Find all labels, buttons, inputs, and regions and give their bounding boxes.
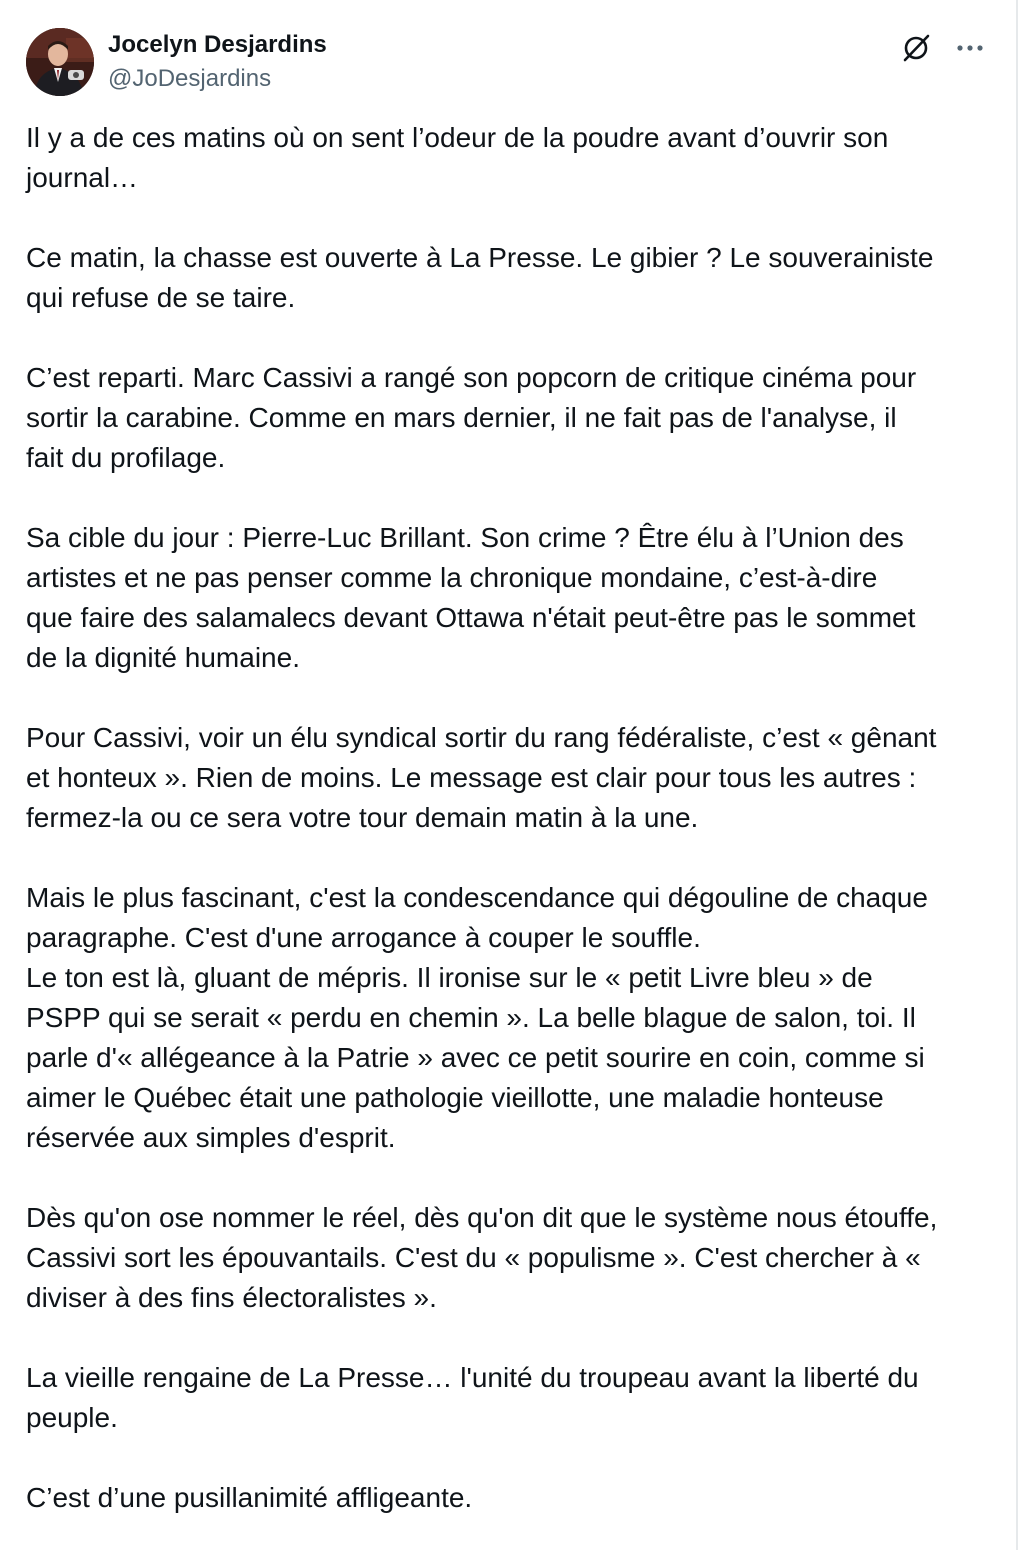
- tweet-paragraph: [26, 878, 992, 1158]
- tweet-line: journal…: [26, 162, 139, 193]
- tweet-header: [26, 28, 988, 98]
- tweet-line: et honteux ». Rien de moins. Le message est clair pour tous les autres :: [26, 762, 917, 793]
- tweet-line: Cassivi sort les épouvantails. C'est du « populisme ». C'est chercher à «: [26, 1242, 921, 1273]
- tweet-line: La vieille rengaine de La Presse… l'unité du troupeau avant la liberté du: [26, 1362, 919, 1393]
- tweet-line: Pour Cassivi, voir un élu syndical sortir du rang fédéraliste, c’est « gênant: [26, 722, 937, 753]
- tweet-line: diviser à des fins électoralistes ».: [26, 1282, 437, 1313]
- avatar[interactable]: [26, 28, 94, 96]
- more-icon[interactable]: [952, 30, 988, 66]
- tweet-line: aimer le Québec était une pathologie vieillotte, une maladie honteuse: [26, 1082, 884, 1113]
- tweet-line: que faire des salamalecs devant Ottawa n'était peut-être pas le sommet: [26, 602, 916, 633]
- tweet-line: sortir la carabine. Comme en mars dernier, il ne fait pas de l'analyse, il: [26, 402, 897, 433]
- tweet-paragraph: [26, 1198, 992, 1318]
- tweet-paragraph: [26, 1478, 992, 1518]
- tweet-line: parle d'« allégeance à la Patrie » avec ce petit sourire en coin, comme si: [26, 1042, 925, 1073]
- tweet-line: paragraphe. C'est d'une arrogance à couper le souffle.: [26, 922, 701, 953]
- tweet-text: [26, 118, 992, 1518]
- tweet-line: Sa cible du jour : Pierre-Luc Brillant. Son crime ? Être élu à l’Union des: [26, 522, 904, 553]
- tweet-line: fermez-la ou ce sera votre tour demain matin à la une.: [26, 802, 699, 833]
- tweet-line: C’est reparti. Marc Cassivi a rangé son popcorn de critique cinéma pour: [26, 362, 917, 393]
- tweet-paragraph: [26, 238, 992, 318]
- tweet-line: peuple.: [26, 1402, 118, 1433]
- author-display-name[interactable]: Jocelyn Desjardins: [108, 31, 327, 58]
- grok-icon[interactable]: [898, 30, 934, 66]
- tweet-line: Le ton est là, gluant de mépris. Il ironise sur le « petit Livre bleu » de: [26, 962, 873, 993]
- profile-photo-icon: [26, 28, 94, 96]
- author-handle[interactable]: @JoDesjardins: [108, 65, 272, 92]
- tweet-paragraph: [26, 118, 992, 198]
- author-names: [108, 28, 327, 96]
- tweet-line: C’est d’une pusillanimité affligeante.: [26, 1482, 473, 1513]
- tweet-line: de la dignité humaine.: [26, 642, 300, 673]
- tweet-line: Ce matin, la chasse est ouverte à La Presse. Le gibier ? Le souverainiste: [26, 242, 934, 273]
- tweet-line: artistes et ne pas penser comme la chronique mondaine, c’est-à-dire: [26, 562, 878, 593]
- tweet-line: fait du profilage.: [26, 442, 226, 473]
- header-actions: [898, 30, 988, 66]
- tweet-paragraph: [26, 1358, 992, 1438]
- tweet-line: Il y a de ces matins où on sent l’odeur de la poudre avant d’ouvrir son: [26, 122, 889, 153]
- tweet-line: qui refuse de se taire.: [26, 282, 296, 313]
- tweet-paragraph: [26, 358, 992, 478]
- tweet-line: PSPP qui se serait « perdu en chemin ». La belle blague de salon, toi. Il: [26, 1002, 916, 1033]
- tweet-paragraph: [26, 518, 992, 678]
- tweet-line: Dès qu'on ose nommer le réel, dès qu'on dit que le système nous étouffe,: [26, 1202, 938, 1233]
- tweet-line: réservée aux simples d'esprit.: [26, 1122, 396, 1153]
- tweet-paragraph: [26, 718, 992, 838]
- tweet-line: Mais le plus fascinant, c'est la condescendance qui dégouline de chaque: [26, 882, 928, 913]
